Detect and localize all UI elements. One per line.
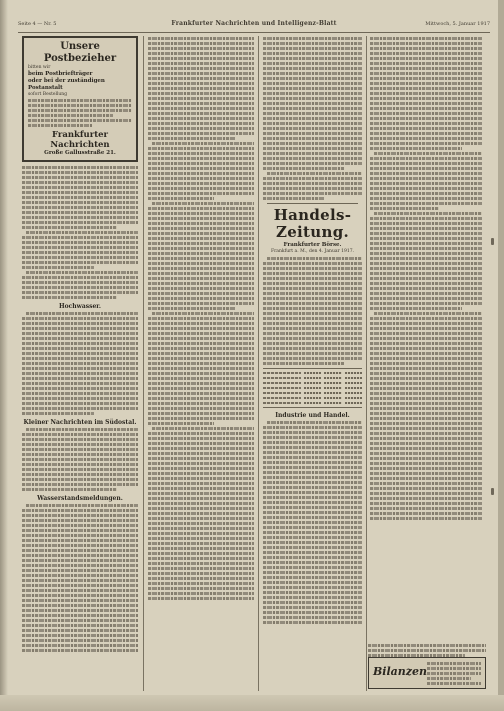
article-body [22,312,138,415]
article-heading: Hochwasser. [58,303,101,310]
column-rule [366,36,367,691]
ad-brand: Bilanzen [373,665,428,678]
article-body [370,37,482,520]
column-2 [148,36,254,691]
binding-strip [498,0,504,711]
article-body [263,421,362,624]
bilanzen-ad [368,657,486,689]
column-4 [370,36,482,621]
ad-line: bitten wir [28,65,51,70]
ad-brand: Frankfurter Nachrichten [50,130,110,150]
article-body [22,428,138,491]
subscription-ad [22,36,138,162]
page-number: Seite 4 — Nr. 5 [18,21,57,27]
page-bottom-margin [0,695,504,711]
binding-pin [491,238,494,245]
ad-line: sofort Bestellung [28,92,68,97]
newspaper-title: Frankfurter Nachrichten und Intelligenz-Blatt [171,20,337,27]
page-header [18,18,490,33]
ad-brand-address: Große Gallusstraße 21. [44,150,116,156]
article-heading: Wasserstandsmeldungen. [37,495,123,502]
page-date: Mittwoch, 5. Januar 1917 [425,21,490,27]
imprint [368,644,486,656]
ad-body [427,662,481,687]
article-heading: Kleiner Nachrichten im Südostal. [23,419,137,426]
binding-pin [491,488,494,495]
market-table [263,368,362,408]
ad-line: beim Postbriefträger [28,71,93,77]
article-body [263,37,362,200]
section-divider [267,203,358,204]
column-rule [143,36,144,691]
article-body [22,166,138,299]
section-subheading: Frankfurter Börse. [283,242,342,248]
article-body [22,504,138,652]
ad-line: oder bei der zuständigen Postanstalt [28,78,105,91]
dateline: Frankfurt a. M., den 4. Januar 1917. [270,249,354,254]
article-body [263,257,362,365]
ad-title: Unsere Postbezieher [43,41,117,64]
column-3 [263,36,362,691]
page-edge-shadow [0,0,8,711]
ad-body [28,99,132,127]
article-body [148,37,254,600]
column-rule [258,36,259,691]
article-heading: Industrie und Handel. [275,412,350,419]
section-heading: Handels-Zeitung. [273,206,352,241]
column-1 [22,36,138,691]
